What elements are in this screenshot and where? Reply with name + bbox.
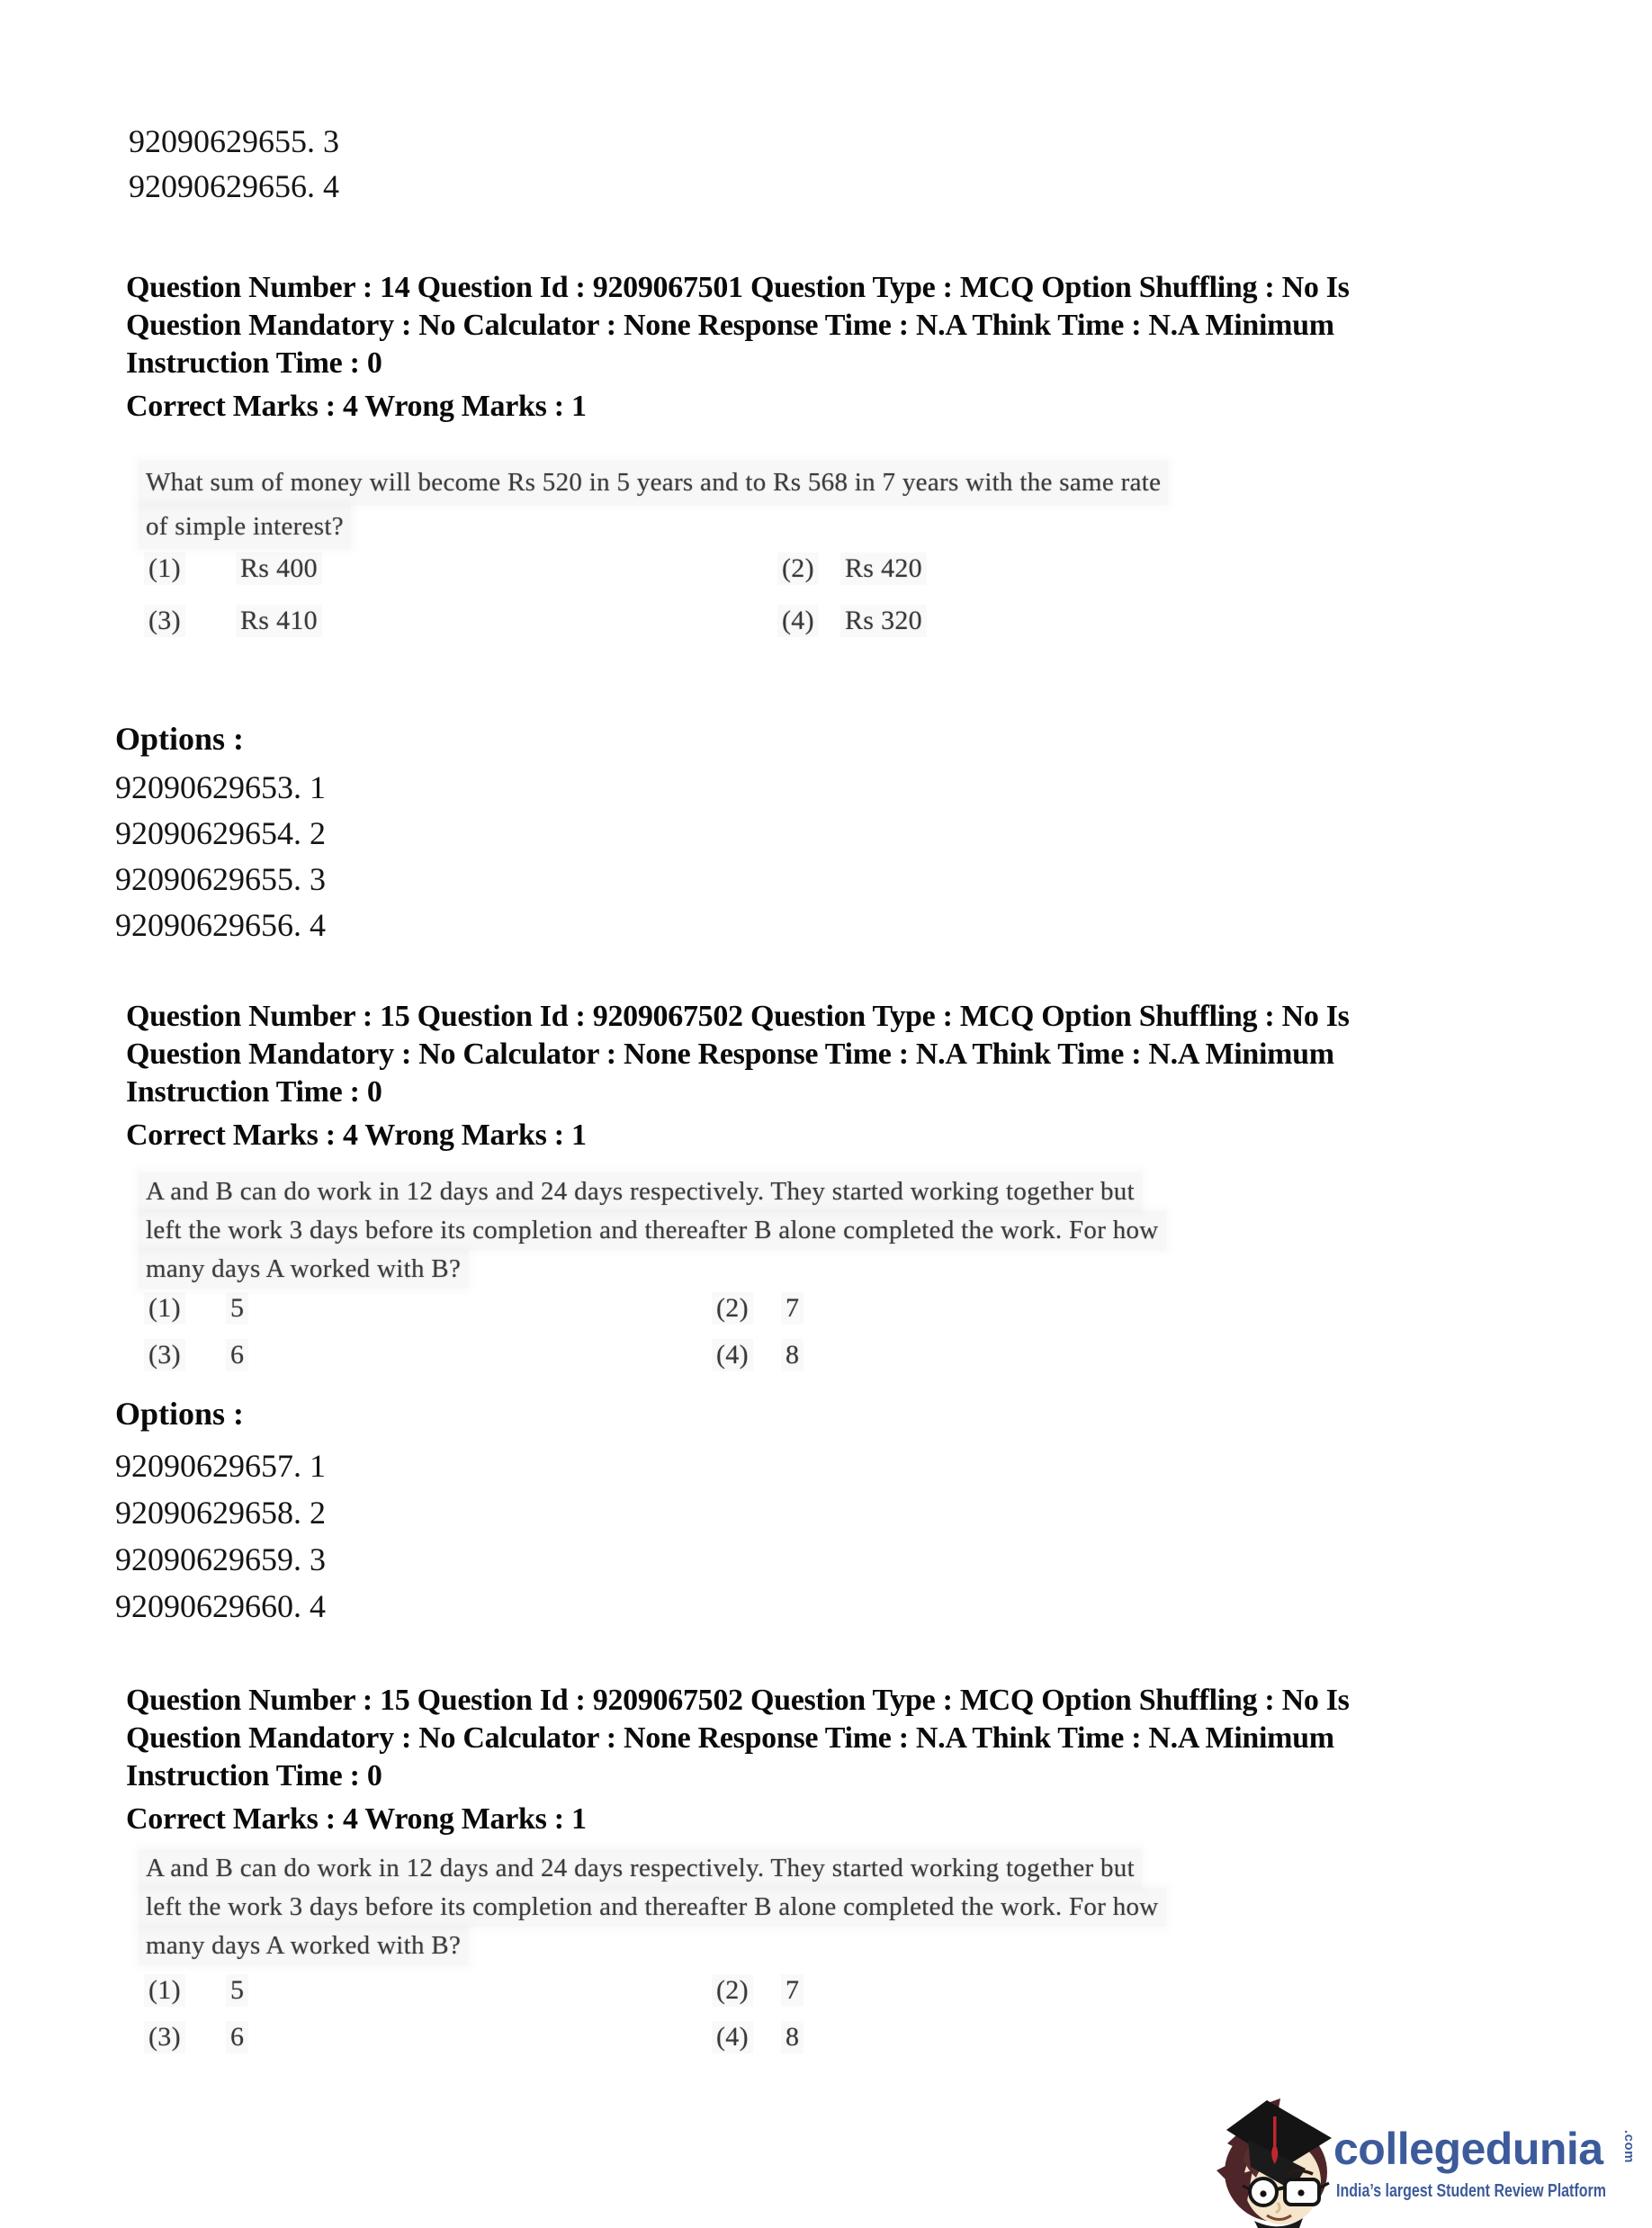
choice-text: 7 xyxy=(781,1974,804,2007)
choice-text: Rs 410 xyxy=(236,605,322,637)
choice-text: 7 xyxy=(781,1292,804,1325)
option-id-line: 92090629656. 4 xyxy=(115,907,326,943)
choice-text: 6 xyxy=(226,2021,248,2053)
choice-text: 5 xyxy=(226,1974,248,2007)
brand-domain-suffix: .com xyxy=(1621,2130,1637,2164)
question-15-repeat-text xyxy=(139,1849,1166,1965)
choice-label: (4) xyxy=(777,605,819,637)
marks-line: Correct Marks : 4 Wrong Marks : 1 xyxy=(126,390,587,423)
choice-text: 6 xyxy=(226,1339,248,1371)
question-15-option-ids xyxy=(115,1442,326,1630)
options-heading: Options : xyxy=(115,1396,245,1432)
brand-name: collegedunia xyxy=(1333,2124,1603,2174)
option-id-line: 92090629653. 1 xyxy=(115,769,326,805)
choice-text: Rs 320 xyxy=(840,605,927,637)
question-header-line: Question Number : 14 Question Id : 9209067501 Question Type : MCQ Option Shuffling : No Is xyxy=(126,271,1350,304)
question-text-line: What sum of money will become Rs 520 in 5 years and to Rs 568 in 7 years with the same rate xyxy=(139,461,1168,505)
choice-label: (3) xyxy=(144,2021,185,2053)
question-text-line: A and B can do work in 12 days and 24 days respectively. They started working together but xyxy=(139,1172,1142,1211)
question-text-line: left the work 3 days before its completion and thereafter B alone completed the work. For how xyxy=(139,1211,1166,1250)
question-header-line: Instruction Time : 0 xyxy=(126,1759,382,1792)
choice-text: 8 xyxy=(781,2021,804,2053)
marks-line: Correct Marks : 4 Wrong Marks : 1 xyxy=(126,1118,587,1152)
collegedunia-logo xyxy=(1197,2088,1652,2228)
question-15-text xyxy=(139,1172,1166,1289)
option-id-line: 92090629655. 3 xyxy=(129,123,339,159)
choice-text: 5 xyxy=(226,1292,248,1325)
question-text-line: many days A worked with B? xyxy=(139,1927,468,1965)
question-text-line: A and B can do work in 12 days and 24 days respectively. They started working together but xyxy=(139,1849,1142,1888)
question-header-line: Instruction Time : 0 xyxy=(126,1075,382,1109)
choice-label: (3) xyxy=(144,605,185,637)
question-text-line: left the work 3 days before its completion and thereafter B alone completed the work. For how xyxy=(139,1888,1166,1927)
question-14-option-ids xyxy=(115,765,326,948)
choice-label: (4) xyxy=(712,2021,753,2053)
option-id-line: 92090629660. 4 xyxy=(115,1588,326,1624)
question-text-line: many days A worked with B? xyxy=(139,1250,468,1289)
top-overflow-option-ids xyxy=(129,119,339,209)
choice-label: (1) xyxy=(144,1974,185,2007)
option-id-line: 92090629659. 3 xyxy=(115,1541,326,1577)
question-header-line: Question Number : 15 Question Id : 9209067502 Question Type : MCQ Option Shuffling : No Is xyxy=(126,1684,1350,1717)
choice-label: (4) xyxy=(712,1339,753,1371)
choice-text: Rs 400 xyxy=(236,553,322,585)
question-15-repeat-header xyxy=(126,1682,1350,1795)
option-id-line: 92090629658. 2 xyxy=(115,1495,326,1531)
question-header-line: Question Mandatory : No Calculator : None Response Time : N.A Think Time : N.A Minimum xyxy=(126,309,1334,342)
question-header-line: Question Number : 15 Question Id : 9209067502 Question Type : MCQ Option Shuffling : No Is xyxy=(126,1000,1350,1033)
question-header-line: Instruction Time : 0 xyxy=(126,346,382,380)
choice-label: (2) xyxy=(777,553,819,585)
choice-label: (3) xyxy=(144,1339,185,1371)
option-id-line: 92090629655. 3 xyxy=(115,861,326,897)
option-id-line: 92090629654. 2 xyxy=(115,815,326,851)
option-id-line: 92090629656. 4 xyxy=(129,168,339,204)
choice-label: (2) xyxy=(712,1974,753,2007)
choice-label: (1) xyxy=(144,1292,185,1325)
question-header-line: Question Mandatory : No Calculator : None Response Time : N.A Think Time : N.A Minimum xyxy=(126,1721,1334,1755)
choice-label: (1) xyxy=(144,553,185,585)
option-id-line: 92090629657. 1 xyxy=(115,1448,326,1484)
choice-text: Rs 420 xyxy=(840,553,927,585)
choice-label: (2) xyxy=(712,1292,753,1325)
question-header-line: Question Mandatory : No Calculator : None Response Time : N.A Think Time : N.A Minimum xyxy=(126,1038,1334,1071)
question-15-header xyxy=(126,998,1350,1111)
question-text-line: of simple interest? xyxy=(139,505,351,549)
question-14-text xyxy=(139,461,1168,549)
question-14-header xyxy=(126,269,1350,382)
brand-tagline: India’s largest Student Review Platform xyxy=(1336,2181,1606,2201)
choice-text: 8 xyxy=(781,1339,804,1371)
options-heading: Options : xyxy=(115,721,245,757)
marks-line: Correct Marks : 4 Wrong Marks : 1 xyxy=(126,1802,587,1836)
